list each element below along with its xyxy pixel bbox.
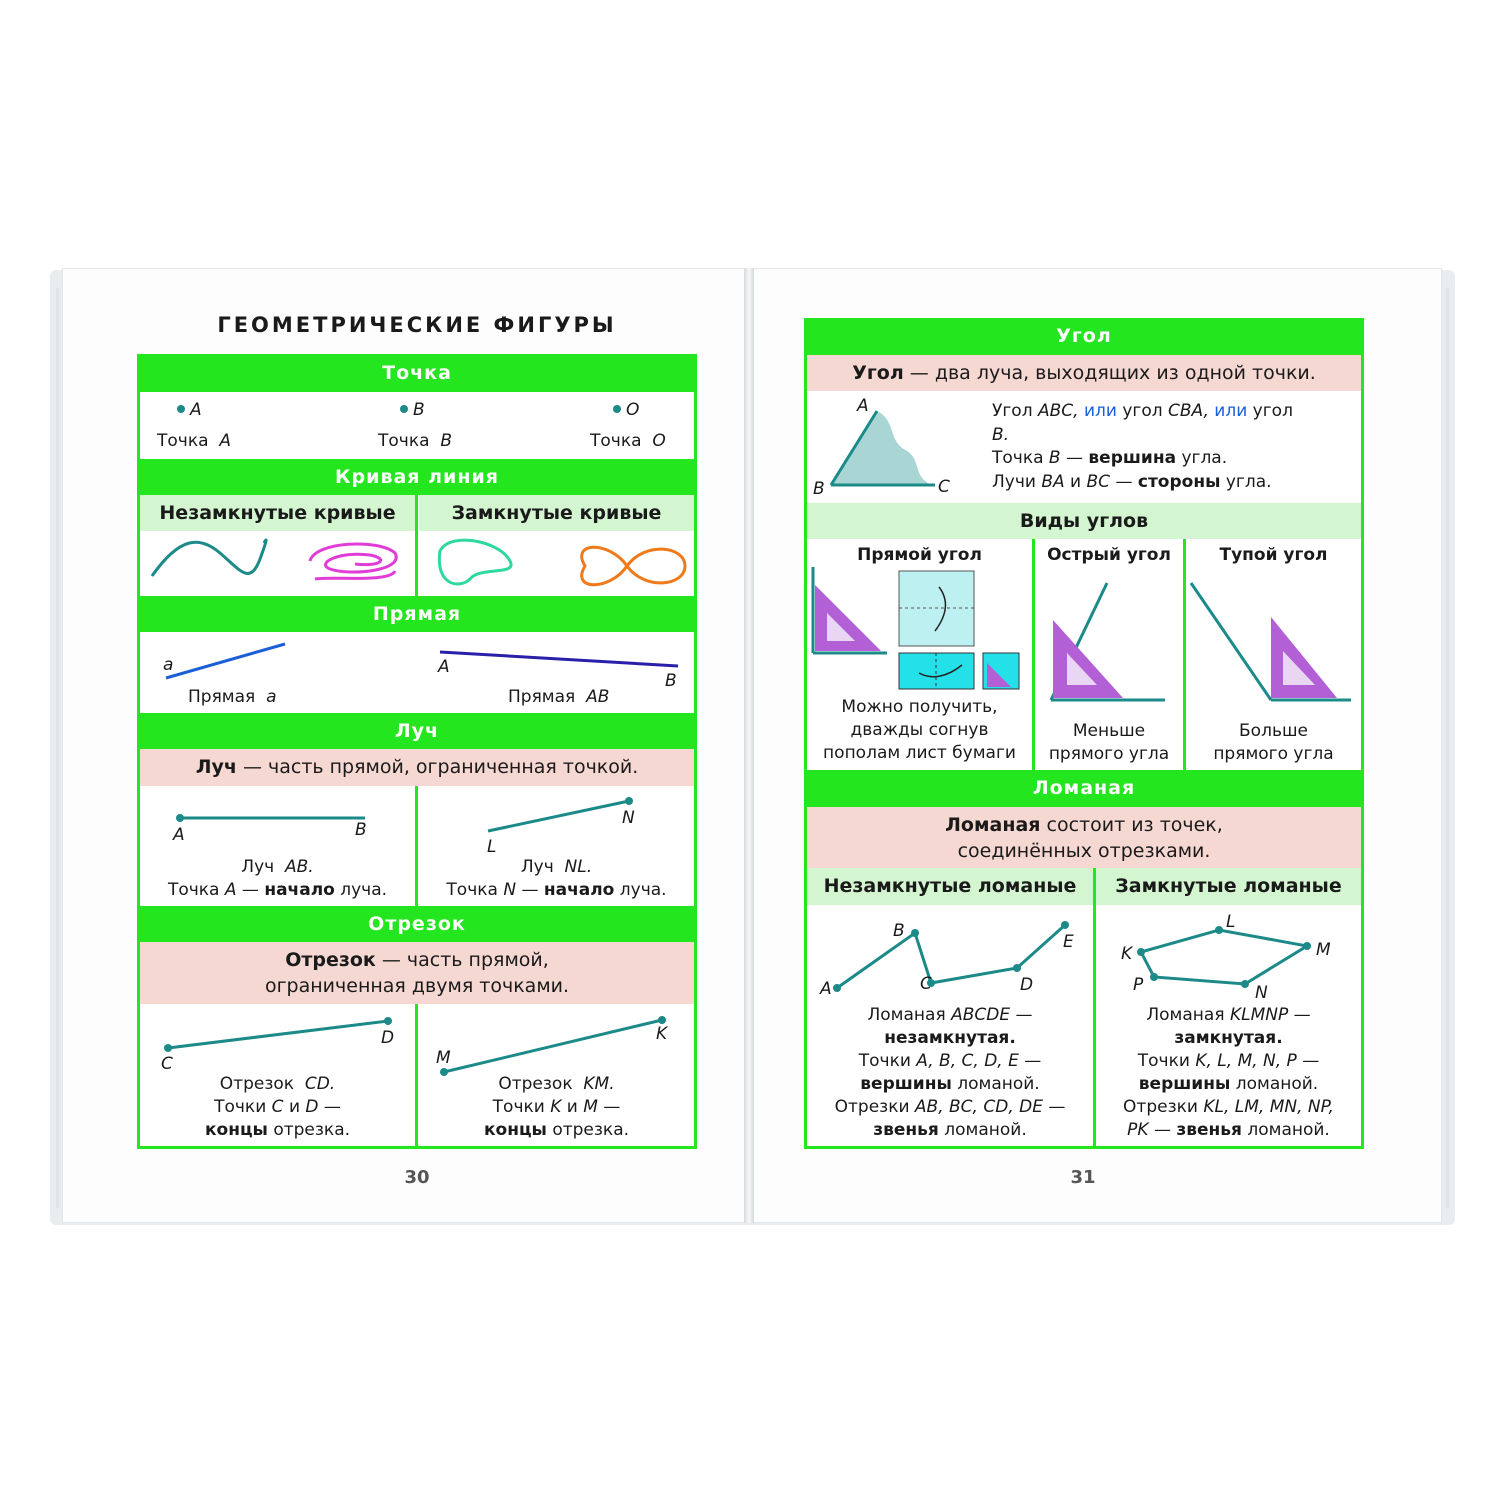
curves-illustration [140, 531, 695, 596]
angle-definition: Угол — два луча, выходящих из одной точки. [807, 355, 1361, 391]
page-number: 31 [1070, 1167, 1096, 1188]
page-edge [1446, 288, 1449, 1208]
section-header-segment: Отрезок [137, 906, 697, 942]
point-label: A [190, 400, 202, 420]
section-header-curve: Кривая линия [137, 459, 697, 495]
line-caption: Прямая a [188, 687, 277, 707]
point-b-mark [398, 400, 412, 419]
angle-description: Угол ABC, или угол CBA, или угол B. Точка B — вершина угла. Лучи BA и BC — стороны угла. [992, 401, 1293, 492]
polyline-label: P [1133, 975, 1144, 995]
polyline-label: A [820, 979, 832, 999]
open-polyline-caption: Ломаная ABCDE — незамкнутая. Точки A, B, C, D, E — вершины ломаной. Отрезки AB, BC, CD, DE — звенья ломаной. [834, 1005, 1066, 1140]
polyline-label: L [1226, 912, 1236, 932]
segment-label: K [656, 1024, 668, 1044]
segment-right-caption: Отрезок KM. Точки K и M — концы отрезка. [483, 1074, 630, 1140]
point-label: B [413, 400, 425, 420]
segment-left-caption: Отрезок CD. Точки C и D — концы отрезка. [204, 1074, 351, 1140]
segment-label: D [381, 1028, 395, 1048]
page-number: 30 [404, 1167, 430, 1188]
closed-polyline-caption: Ломаная KLMNP — замкнутая. Точки K, L, M, N, P — вершины ломаной. Отрезки KL, LM, MN, NP, PK — звенья ломаной. [1123, 1005, 1334, 1140]
acute-angle-title: Острый угол [1047, 545, 1171, 565]
segment-label: C [161, 1054, 173, 1074]
section-header-line: Прямая [137, 596, 697, 632]
right-angle-caption: Можно получить, дважды согнув пополам лист бумаги [823, 697, 1016, 763]
line-label: A [438, 657, 450, 677]
angle-types-header: Виды углов [807, 503, 1361, 539]
polyline-label: M [1316, 940, 1331, 960]
open-polylines-title: Незамкнутые ломаные [807, 868, 1093, 905]
polyline-label: D [1020, 975, 1034, 995]
angle-label: B [813, 479, 825, 499]
point-caption-o: Точка O [590, 431, 666, 451]
angle-types-illustration [807, 565, 1361, 705]
section-header-point: Точка [137, 354, 697, 392]
angle-label: A [857, 396, 869, 416]
book-spine [744, 268, 754, 1223]
angle-label: C [938, 477, 950, 497]
ray-label: A [173, 825, 185, 845]
obtuse-angle-caption: Больше прямого угла [1213, 721, 1334, 764]
point-label: O [626, 400, 640, 420]
ray-right-caption: Луч NL. Точка N — начало луча. [446, 857, 667, 900]
ray-label: B [355, 820, 367, 840]
obtuse-angle-title: Тупой угол [1219, 545, 1328, 565]
angle-illustration [807, 391, 977, 501]
closed-polylines-title: Замкнутые ломаные [1096, 868, 1361, 905]
point-caption-b: Точка B [378, 431, 452, 451]
segment-illustration [140, 1004, 695, 1079]
ray-definition: Луч — часть прямой, ограниченная точкой. [140, 749, 694, 786]
point-caption-a: Точка A [157, 431, 231, 451]
segment-definition: Отрезок — часть прямой, ограниченная двумя точками. [140, 942, 694, 1004]
ray-illustration [140, 786, 695, 856]
page-title: ГЕОМЕТРИЧЕСКИЕ ФИГУРЫ [217, 313, 617, 337]
polyline-label: K [1121, 944, 1133, 964]
point-a-mark [175, 400, 189, 419]
segment-label: M [436, 1048, 451, 1068]
polyline-label: C [920, 974, 932, 994]
polyline-label: N [1255, 983, 1268, 1003]
line-label: a [163, 655, 174, 675]
page-edge [56, 288, 59, 1208]
open-curves-title: Незамкнутые кривые [140, 495, 415, 531]
section-header-ray: Луч [137, 713, 697, 749]
section-header-angle: Угол [804, 318, 1364, 355]
line-label: B [665, 671, 677, 691]
ray-left-caption: Луч AB. Точка A — начало луча. [167, 857, 388, 900]
ray-label: L [487, 837, 497, 857]
line-caption: Прямая AB [508, 687, 610, 707]
polyline-label: E [1063, 932, 1074, 952]
polylines-illustration [807, 905, 1361, 1000]
ray-label: N [622, 808, 635, 828]
point-o-mark [611, 400, 625, 419]
right-angle-title: Прямой угол [857, 545, 982, 565]
polyline-definition: Ломаная состоит из точек, соединённых отрезками. [807, 807, 1361, 868]
polyline-label: B [893, 921, 905, 941]
acute-angle-caption: Меньше прямого угла [1048, 721, 1170, 764]
closed-curves-title: Замкнутые кривые [419, 495, 694, 531]
section-header-polyline: Ломаная [804, 770, 1364, 807]
